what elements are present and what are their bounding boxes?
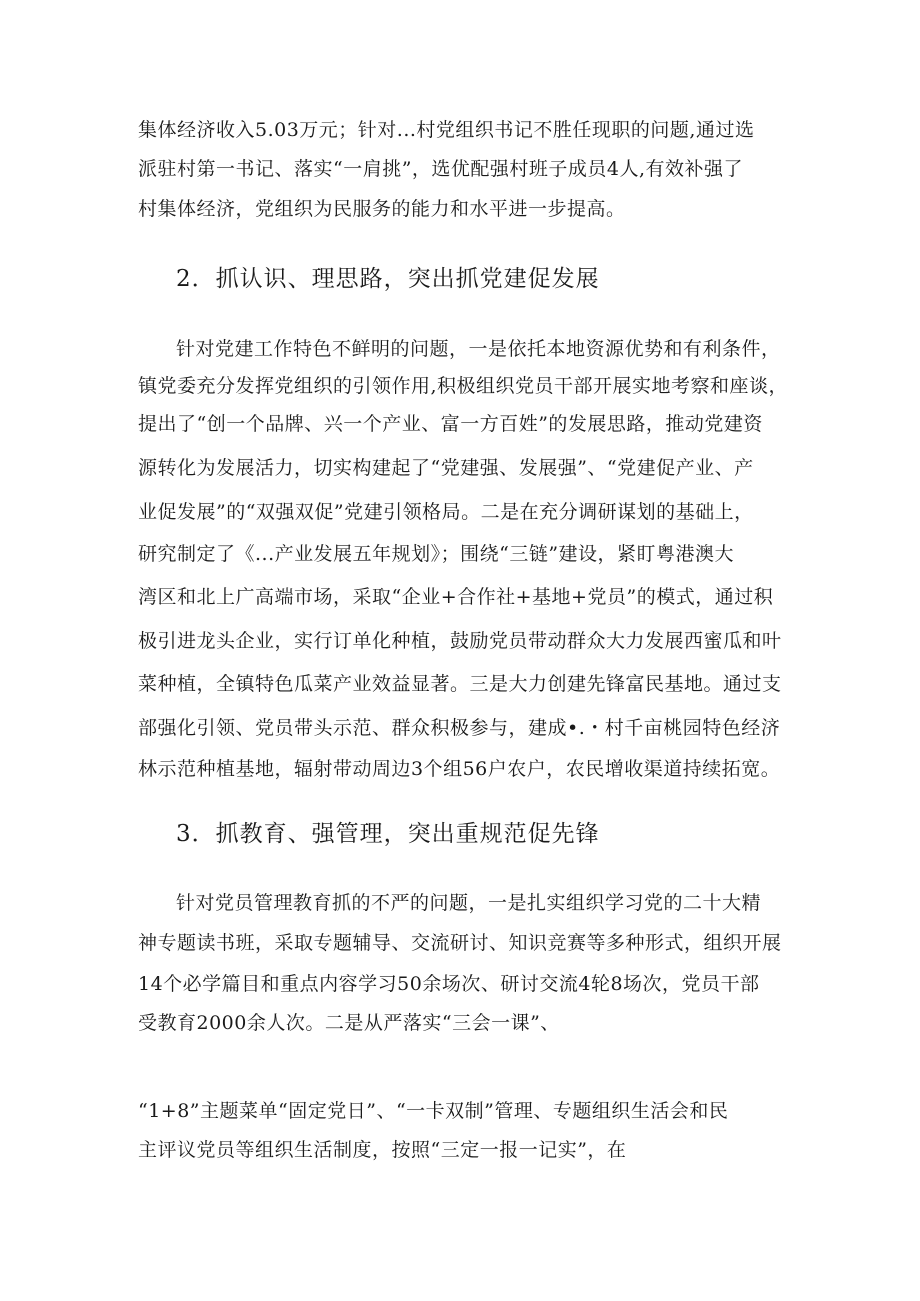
section-heading-3: 3．抓教育、强管理，突出重规范促先锋 xyxy=(176,821,600,847)
paragraph-line: 集体经济收入5.03万元；针对...村党组织书记不胜任现职的问题,通过选 xyxy=(138,119,755,141)
paragraph-line: 菜种植，全镇特色瓜菜产业效益显著。三是大力创建先锋富民基地。通过支 xyxy=(138,673,782,695)
paragraph-line: 业促发展”的“双强双促”党建引领格局。二是在充分调研谋划的基础上， xyxy=(138,501,754,523)
paragraph-line: 提出了“创一个品牌、兴一个产业、富一方百姓”的发展思路，推动党建资 xyxy=(138,413,763,435)
paragraph-line: “1+8”主题菜单“固定党日”、“一卡双制”管理、专题组织生活会和民 xyxy=(138,1100,729,1122)
paragraph-line: 林示范种植基地，辐射带动周边3个组56户农户，农民增收渠道持续拓宽。 xyxy=(138,758,781,780)
section-heading-2: 2．抓认识、理思路，突出抓党建促发展 xyxy=(176,266,600,292)
paragraph-line: 针对党建工作特色不鲜明的问题，一是依托本地资源优势和有利条件， xyxy=(176,338,781,360)
paragraph-line: 部强化引领、党员带头示范、群众积极参与，建成•.・村千亩桃园特色经济 xyxy=(138,717,781,739)
paragraph-line: 14个必学篇目和重点内容学习50余场次、研讨交流4轮8场次，党员干部 xyxy=(138,973,760,995)
paragraph-line: 研究制定了《...产业发展五年规划》；围绕“三链”建设，紧盯粤港澳大 xyxy=(138,543,735,565)
paragraph-line: 湾区和北上广高端市场，采取“企业+合作社+基地+党员”的模式，通过积 xyxy=(138,586,774,608)
paragraph-line: 针对党员管理教育抓的不严的问题，一是扎实组织学习党的二十大精 xyxy=(176,892,762,914)
paragraph-line: 派驻村第一书记、落实“一肩挑”，选优配强村班子成员4人,有效补强了 xyxy=(138,158,744,180)
paragraph-line: 受教育2000余人次。二是从严落实“三会一课”、 xyxy=(138,1012,560,1034)
paragraph-line: 主评议党员等组织生活制度，按照“三定一报一记实”，在 xyxy=(138,1139,627,1161)
paragraph-line: 镇党委充分发挥党组织的引领作用,积极组织党员干部开展实地考察和座谈， xyxy=(138,375,789,397)
paragraph-line: 神专题读书班，采取专题辅导、交流研讨、知识竞赛等多种形式，组织开展 xyxy=(138,932,782,954)
paragraph-line: 源转化为发展活力，切实构建起了“党建强、发展强”、“党建促产业、产 xyxy=(138,457,754,479)
paragraph-line: 村集体经济，党组织为民服务的能力和水平进一步提高。 xyxy=(138,198,626,220)
paragraph-line: 极引进龙头企业，实行订单化种植，鼓励党员带动群众大力发展西蜜瓜和叶 xyxy=(138,630,782,652)
